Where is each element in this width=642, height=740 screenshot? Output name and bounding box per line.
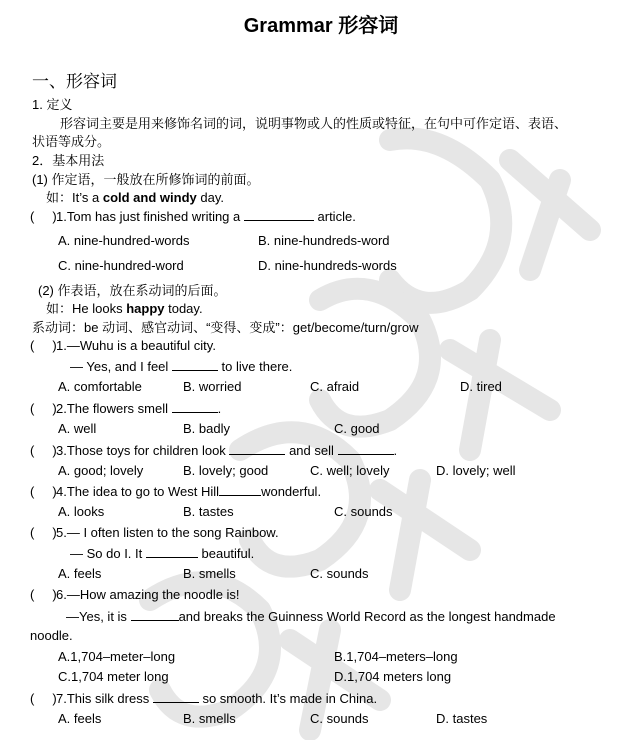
option[interactable]: C. good bbox=[334, 421, 380, 436]
answer-blank[interactable] bbox=[244, 209, 314, 221]
option[interactable]: D. lovely; well bbox=[436, 463, 516, 478]
option[interactable]: A. feels bbox=[58, 566, 102, 581]
answer-paren[interactable]: ( ) bbox=[30, 443, 57, 458]
answer-blank[interactable] bbox=[229, 443, 285, 455]
question-stem: ( )4.The idea to go to West Hill wonderful. bbox=[30, 484, 322, 499]
question-stem: ( )6.—How amazing the noodle is! bbox=[30, 587, 240, 602]
question-stem: ( )3.Those toys for children look and sell . bbox=[30, 443, 398, 458]
option[interactable]: B. badly bbox=[183, 421, 230, 436]
option[interactable]: D.1,704 meters long bbox=[334, 669, 452, 684]
option[interactable]: C. sounds bbox=[334, 504, 393, 519]
option[interactable]: C. afraid bbox=[310, 379, 360, 394]
answer-paren[interactable]: ( ) bbox=[30, 691, 57, 706]
definition-heading: 1. 定义 bbox=[32, 97, 73, 112]
option[interactable]: A. nine-hundred-words bbox=[58, 233, 190, 248]
option[interactable]: B. smells bbox=[183, 566, 236, 581]
answer-blank[interactable] bbox=[131, 609, 179, 621]
option[interactable]: C. sounds bbox=[310, 566, 369, 581]
question-stem-line2: — Yes, and I feel to live there. bbox=[70, 359, 293, 374]
answer-blank[interactable] bbox=[172, 401, 218, 413]
option[interactable]: B. smells bbox=[183, 711, 236, 726]
usage1-heading: (1) 作定语，一般放在所修饰词的前面。 bbox=[32, 172, 260, 187]
answer-paren[interactable]: ( ) bbox=[30, 338, 57, 353]
option[interactable]: D. tastes bbox=[436, 711, 488, 726]
answer-blank[interactable] bbox=[146, 546, 198, 558]
answer-blank[interactable] bbox=[338, 443, 394, 455]
example-text: today. bbox=[164, 301, 203, 316]
option[interactable]: A. well bbox=[58, 421, 97, 436]
example-bold: happy bbox=[126, 301, 165, 316]
answer-blank[interactable] bbox=[172, 359, 218, 371]
example-text: 如：It’s a bbox=[46, 190, 103, 205]
example-bold: cold and windy bbox=[102, 190, 197, 205]
option[interactable]: B. worried bbox=[183, 379, 242, 394]
question-stem: ( )7.This silk dress so smooth. It’s made in China. bbox=[30, 691, 378, 706]
option[interactable]: D. nine-hundreds-words bbox=[258, 258, 397, 273]
linking-verbs: 系动词：be 动词、感官动词、“变得、变成”：get/become/turn/grow bbox=[32, 320, 419, 335]
option[interactable]: A.1,704–meter–long bbox=[58, 649, 176, 664]
question-stem: ( )5.— I often listen to the song Rainbow. bbox=[30, 525, 279, 540]
question-stem: ( )1.—Wuhu is a beautiful city. bbox=[30, 338, 216, 353]
option[interactable]: C. sounds bbox=[310, 711, 369, 726]
usage-heading: 2．基本用法 bbox=[32, 153, 105, 168]
option[interactable]: B. lovely; good bbox=[183, 463, 269, 478]
option[interactable]: A. good; lovely bbox=[58, 463, 144, 478]
usage2-heading: (2) 作表语，放在系动词的后面。 bbox=[38, 283, 227, 298]
usage2-example bbox=[46, 302, 203, 315]
option[interactable]: B.1,704–meters–long bbox=[334, 649, 458, 664]
question-stem-line3: noodle. bbox=[30, 628, 73, 643]
question-stem-line2: — So do I. It beautiful. bbox=[70, 546, 255, 561]
definition-text-line2: 状语等成分。 bbox=[32, 134, 111, 149]
definition-text-line1: 形容词主要是用来修饰名词的词，说明事物或人的性质或特征，在句中可作定语、表语、 bbox=[60, 116, 568, 131]
answer-paren[interactable]: ( ) bbox=[30, 484, 57, 499]
example-text: day. bbox=[196, 190, 224, 205]
option[interactable]: B. tastes bbox=[183, 504, 234, 519]
section-heading: 一、形容词 bbox=[32, 72, 117, 91]
question-stem-line2: —Yes, it is and breaks the Guinness World Record as the longest handmade bbox=[66, 609, 556, 624]
option[interactable]: B. nine-hundreds-word bbox=[258, 233, 390, 248]
option[interactable]: C. nine-hundred-word bbox=[58, 258, 184, 273]
option[interactable]: A. feels bbox=[58, 711, 102, 726]
option[interactable]: A. comfortable bbox=[58, 379, 142, 394]
example-text: 如：He looks bbox=[46, 301, 127, 316]
option[interactable]: D. tired bbox=[460, 379, 502, 394]
option[interactable]: C.1,704 meter long bbox=[58, 669, 169, 684]
answer-paren[interactable]: ( ) bbox=[30, 209, 57, 224]
question-stem: ( )2.The flowers smell . bbox=[30, 401, 222, 416]
option[interactable]: C. well; lovely bbox=[310, 463, 390, 478]
page-title: Grammar 形容词 bbox=[243, 15, 399, 37]
option[interactable]: A. looks bbox=[58, 504, 105, 519]
answer-paren[interactable]: ( ) bbox=[30, 525, 57, 540]
answer-paren[interactable]: ( ) bbox=[30, 401, 57, 416]
question-stem: ( )1.Tom has just finished writing a article. bbox=[30, 209, 356, 224]
usage1-example bbox=[46, 191, 224, 204]
answer-blank[interactable] bbox=[219, 484, 261, 496]
answer-paren[interactable]: ( ) bbox=[30, 587, 57, 602]
answer-blank[interactable] bbox=[153, 691, 199, 703]
